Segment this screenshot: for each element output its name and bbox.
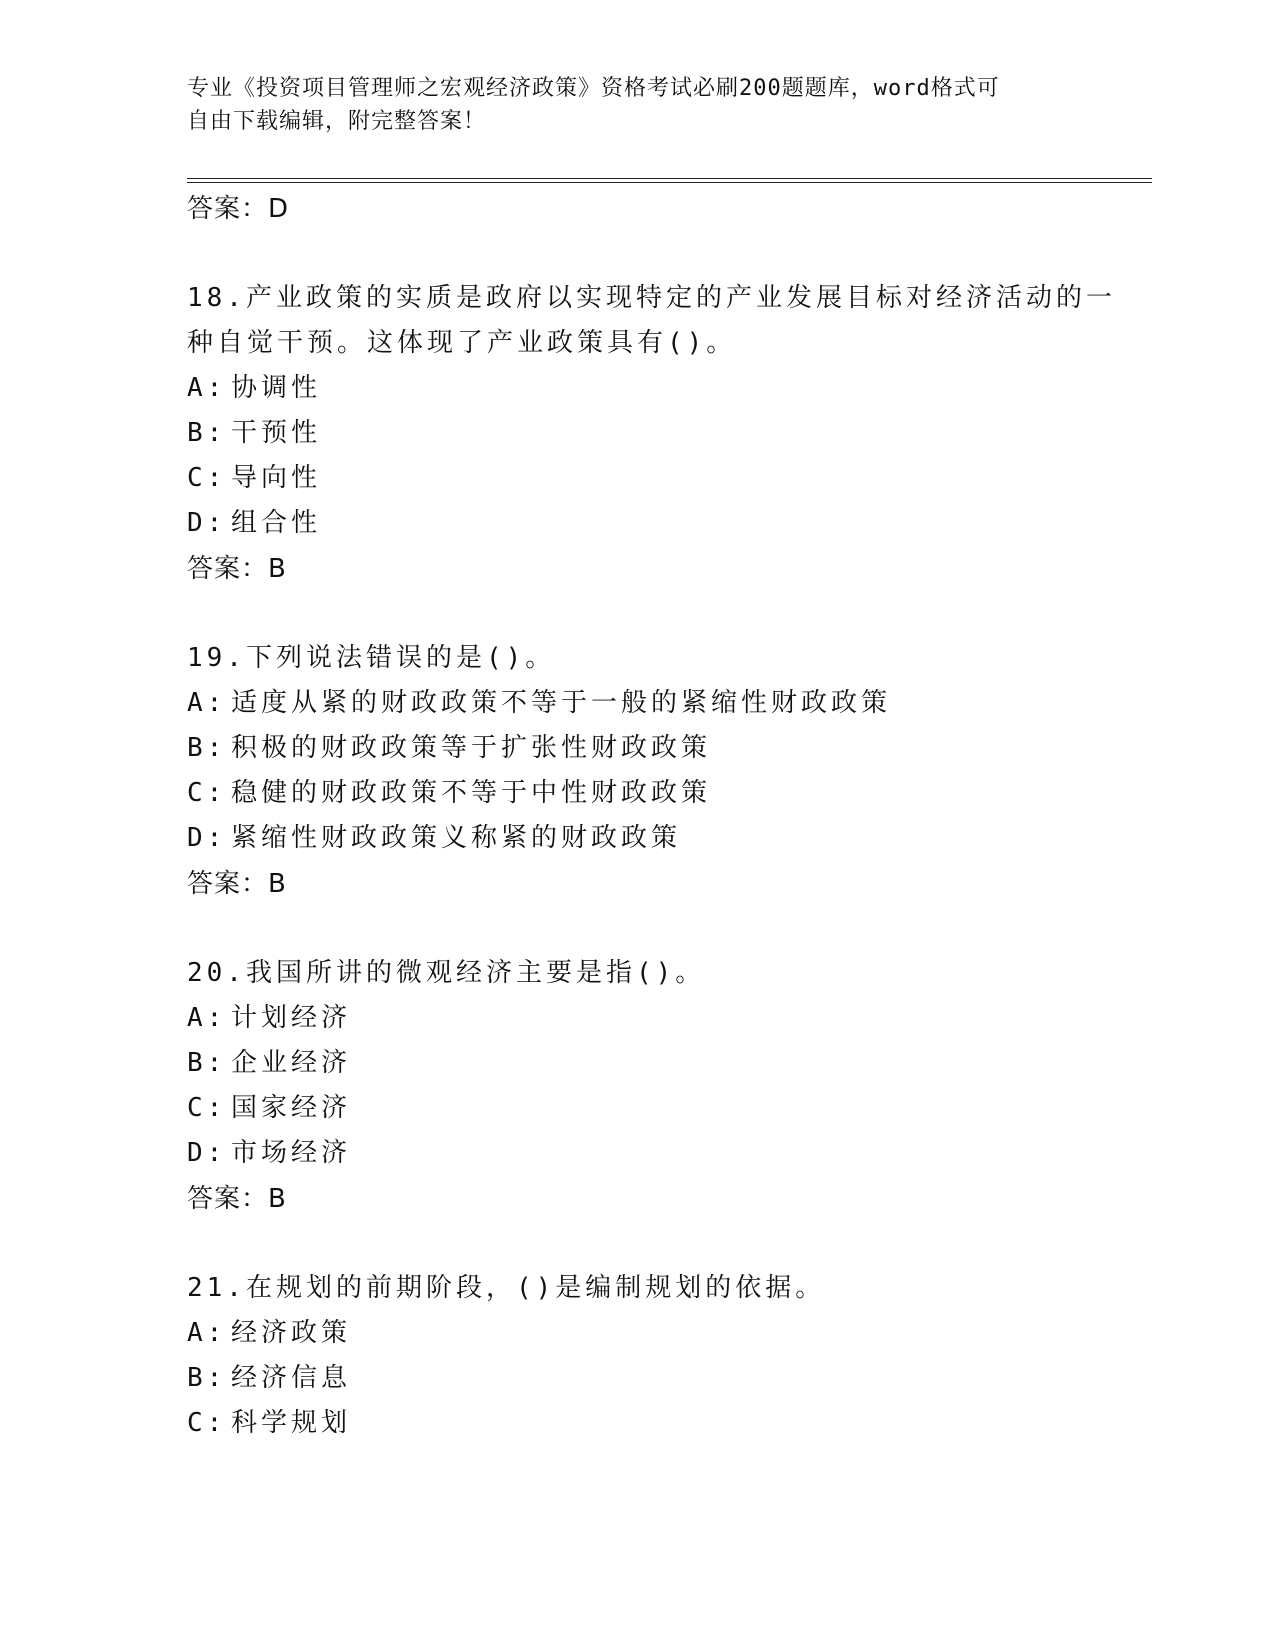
header-double-rule xyxy=(187,178,1152,183)
answer-value: B xyxy=(268,869,287,899)
option-key: A: xyxy=(187,373,227,403)
question-spacer xyxy=(187,907,1147,951)
answer-prefix: 答案： xyxy=(187,554,269,584)
option-text: 科学规划 xyxy=(231,1408,352,1438)
question-text: 18.产业政策的实质是政府以实现特定的产业发展目标对经济活动的一 xyxy=(187,283,1116,313)
option-item xyxy=(187,1401,1147,1446)
question-block xyxy=(187,951,1147,1222)
question-list xyxy=(187,186,1147,1446)
option-key: D: xyxy=(187,823,227,853)
option-text: 国家经济 xyxy=(231,1093,352,1123)
option-item xyxy=(187,456,1147,501)
option-text: 组合性 xyxy=(231,508,322,538)
option-item xyxy=(187,726,1147,771)
question-text: 20.我国所讲的微观经济主要是指()。 xyxy=(187,958,706,988)
option-item xyxy=(187,411,1147,456)
option-item xyxy=(187,366,1147,411)
answer-prefix: 答案： xyxy=(187,1184,269,1214)
answer-line xyxy=(187,1176,1147,1222)
question-spacer xyxy=(187,592,1147,636)
option-item xyxy=(187,1131,1147,1176)
option-text: 干预性 xyxy=(231,418,322,448)
option-text: 积极的财政政策等于扩张性财政政策 xyxy=(231,733,712,763)
option-key: B: xyxy=(187,733,227,763)
option-item xyxy=(187,681,1147,726)
option-text: 企业经济 xyxy=(231,1048,352,1078)
option-text: 稳健的财政政策不等于中性财政政策 xyxy=(231,778,712,808)
option-key: C: xyxy=(187,463,227,493)
question-text: 种自觉干预。这体现了产业政策具有()。 xyxy=(187,328,737,358)
option-key: B: xyxy=(187,1048,227,1078)
option-key: B: xyxy=(187,1363,227,1393)
answer-prefix: 答案： xyxy=(187,869,269,899)
option-key: A: xyxy=(187,1318,227,1348)
question-block xyxy=(187,276,1147,592)
option-item xyxy=(187,1311,1147,1356)
document-header xyxy=(187,72,1067,138)
header-line-1: 专业《投资项目管理师之宏观经济政策》资格考试必刷200题题库，word格式可 xyxy=(187,76,1000,101)
option-item xyxy=(187,771,1147,816)
question-spacer xyxy=(187,1222,1147,1266)
option-item xyxy=(187,1086,1147,1131)
option-item xyxy=(187,996,1147,1041)
header-line-2: 自由下载编辑，附完整答案！ xyxy=(187,109,487,134)
option-key: C: xyxy=(187,1408,227,1438)
option-item xyxy=(187,1356,1147,1401)
option-key: C: xyxy=(187,1093,227,1123)
option-key: A: xyxy=(187,1003,227,1033)
option-text: 经济政策 xyxy=(231,1318,352,1348)
question-spacer xyxy=(187,232,1147,276)
option-text: 经济信息 xyxy=(231,1363,352,1393)
option-key: A: xyxy=(187,688,227,718)
question-text: 19.下列说法错误的是()。 xyxy=(187,643,556,673)
option-item xyxy=(187,1041,1147,1086)
option-text: 紧缩性财政政策义称紧的财政政策 xyxy=(231,823,682,853)
option-text: 市场经济 xyxy=(231,1138,352,1168)
option-key: D: xyxy=(187,1138,227,1168)
option-item xyxy=(187,816,1147,861)
option-item xyxy=(187,501,1147,546)
option-text: 导向性 xyxy=(231,463,322,493)
option-key: C: xyxy=(187,778,227,808)
option-key: D: xyxy=(187,508,227,538)
question-text: 21.在规划的前期阶段，()是编制规划的依据。 xyxy=(187,1273,826,1303)
option-text: 协调性 xyxy=(231,373,322,403)
question-block xyxy=(187,636,1147,907)
option-text: 计划经济 xyxy=(231,1003,352,1033)
question-block xyxy=(187,1266,1147,1446)
answer-value: B xyxy=(268,554,287,584)
answer-value: B xyxy=(268,1184,287,1214)
answer-line xyxy=(187,186,1147,232)
answer-line xyxy=(187,861,1147,907)
answer-prefix: 答案： xyxy=(187,194,269,224)
answer-line xyxy=(187,546,1147,592)
option-text: 适度从紧的财政政策不等于一般的紧缩性财政政策 xyxy=(231,688,892,718)
option-key: B: xyxy=(187,418,227,448)
answer-value: D xyxy=(268,194,290,224)
